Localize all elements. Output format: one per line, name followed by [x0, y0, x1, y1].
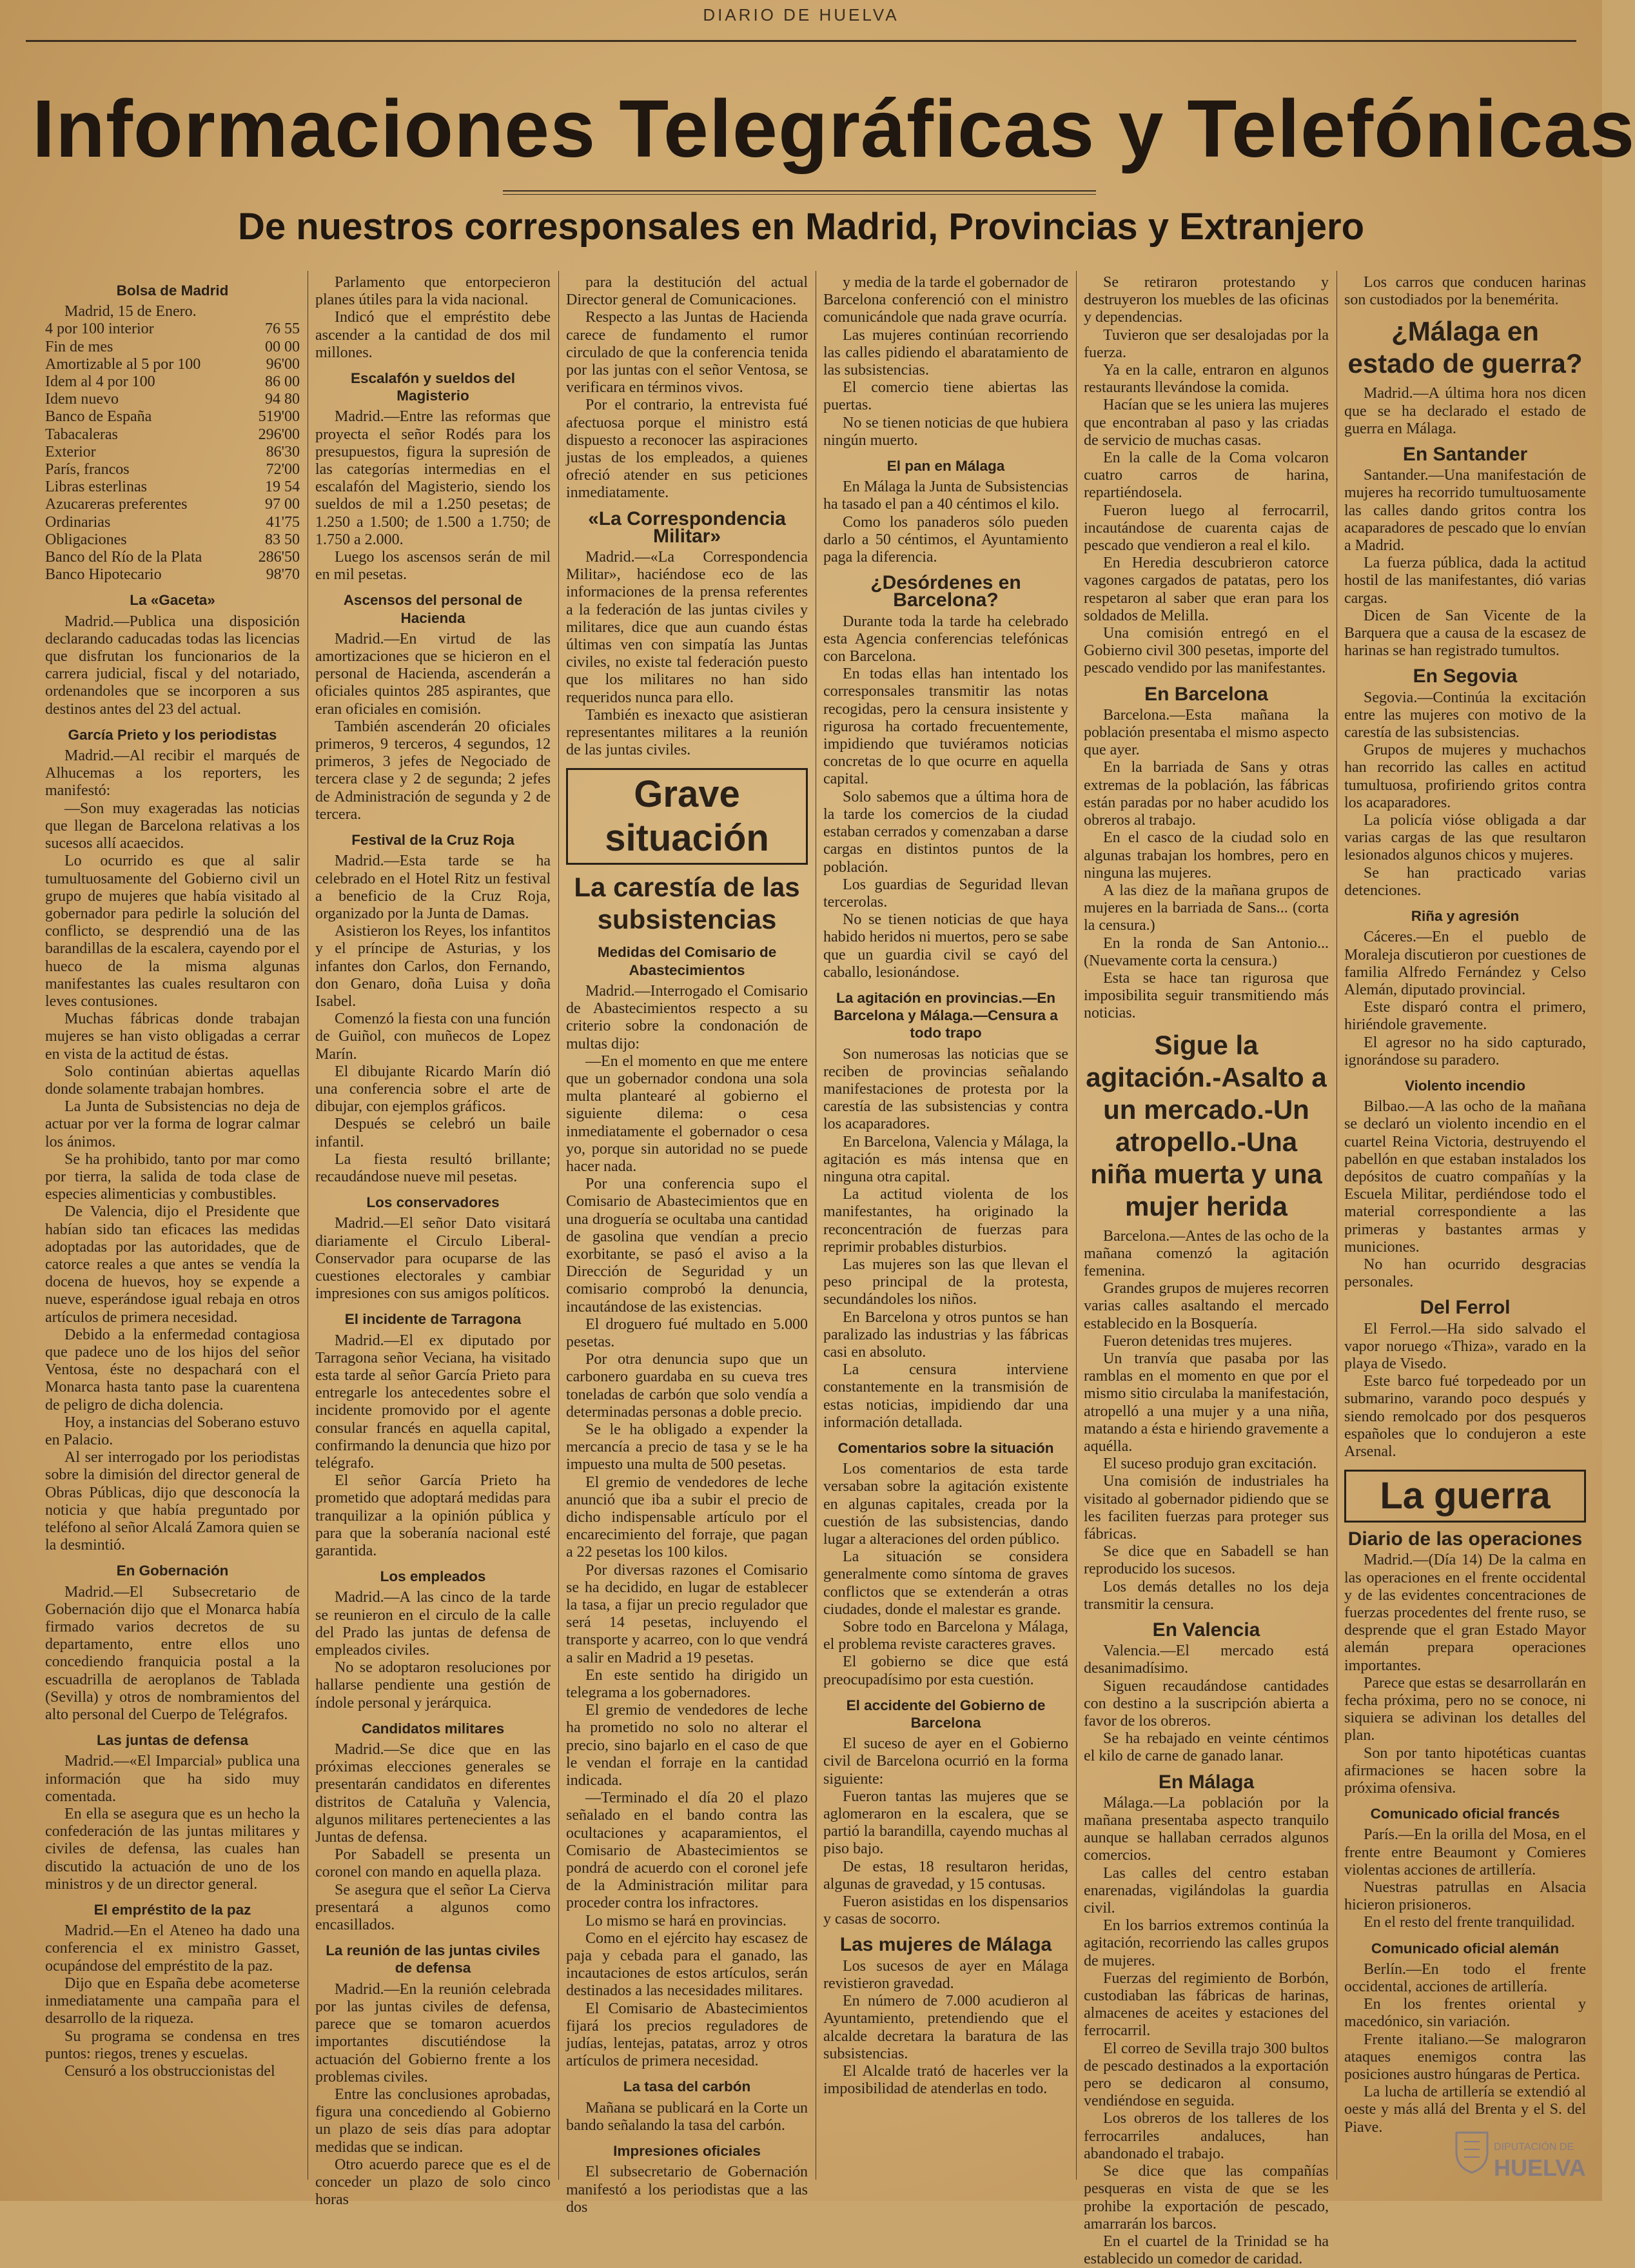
article-paragraph: París.—En la orilla del Mosa, en el frente entre Beaumont y Comieres violentas acciones de artillería. — [1344, 1826, 1586, 1878]
section-heading: La carestía de las subsistencias — [574, 872, 800, 935]
section-heading: ¿Desórdenes en Barcelona? — [870, 572, 1021, 611]
article-paragraph: La fiesta resultó brillante; recaudándose nueve mil pesetas. — [315, 1150, 551, 1185]
section-heading: Impresiones oficiales — [613, 2143, 761, 2160]
article-paragraph: Los guardias de Seguridad llevan tercerolas. — [823, 876, 1068, 911]
article-paragraph: La censura interviene constantemente en la transmisión de estas noticias, impidiendo dar una información detallada. — [823, 1361, 1068, 1431]
article-paragraph: Fueron tantas las mujeres que se aglomeraron en la escalera, que se partió la barandilla, cayendo muchas al piso bajo. — [823, 1788, 1068, 1858]
article-paragraph: En la ronda de San Antonio... (Nuevamente corta la censura.) — [1084, 934, 1329, 969]
article-paragraph: Santander.—Una manifestación de mujeres ha recorrido tumultuosamente las calles dando gritos contra los acaparadores de pescado que lo envían a Madrid. — [1344, 467, 1586, 555]
article-paragraph: No se tienen noticias de que haya habido heridos ni muertos, pero se sabe que un guardia civil se cayó del caballo, lesionándose. — [823, 911, 1068, 981]
article-paragraph: Málaga.—La población por la mañana presentaba aspecto tranquilo aunque se hallaban cerrados algunos comercios. — [1084, 1794, 1329, 1864]
article-paragraph: Madrid.—Al recibir el marqués de Alhucemas a los reporters, les manifestó: — [45, 747, 300, 800]
article-paragraph: También es inexacto que asistieran representantes militares a la reunión de las juntas civiles. — [566, 706, 808, 759]
bolsa-label: Banco de España — [45, 408, 152, 426]
article-paragraph: El comercio tiene abiertas las puertas. — [823, 379, 1068, 414]
article-paragraph: En el casco de la ciudad solo en algunas trabajan los hombres, pero en ninguna las mujeres. — [1084, 829, 1329, 882]
article-paragraph: Entre las conclusiones aprobadas, figura una concediendo al Gobierno un plazo de seis días para adoptar medidas que se indican. — [315, 2086, 551, 2156]
ornament-rule — [503, 190, 1096, 192]
bolsa-row — [45, 444, 300, 461]
article-paragraph: Ya en la calle, entraron en algunos restaurants llevándose la comida. — [1084, 362, 1329, 397]
article-paragraph: El suceso de ayer en el Gobierno civil de Barcelona ocurrió en la forma siguiente: — [823, 1735, 1068, 1788]
column-divider — [1336, 271, 1337, 2180]
bolsa-row — [45, 320, 300, 338]
section-heading: Festival de la Cruz Roja — [351, 832, 514, 849]
bolsa-value: 86 00 — [265, 373, 300, 391]
bolsa-label: Libras esterlinas — [45, 478, 147, 496]
section-heading: La agitación en provincias.—En Barcelona y Málaga.—Censura a todo trapo — [834, 989, 1058, 1041]
article-paragraph: Hacían que se les uniera las mujeres que encontraban al paso y las criadas de servicio de muchas casas. — [1084, 397, 1329, 449]
article-paragraph: Fuerzas del regimiento de Borbón, custodiaban las fábricas de harinas, almacenes de aceites y estaciones del ferrocarril. — [1084, 1969, 1329, 2040]
section-heading: Violento incendio — [1404, 1077, 1526, 1094]
article-paragraph: La actitud violenta de los manifestantes, ha originado la reconcentración de fuerzas para reprimir probables disturbios. — [823, 1186, 1068, 1256]
bolsa-value: 286'50 — [258, 549, 300, 566]
article-paragraph: Respecto a las Juntas de Hacienda carece de fundamento el rumor circulado de que la conferencia tenida por las juntas con el señor Ventosa, se verificara en términos vivos. — [566, 309, 808, 397]
column-6 — [1344, 274, 1586, 2170]
article-paragraph: El suceso produjo gran excitación. — [1103, 1455, 1317, 1473]
bolsa-value: 94 80 — [265, 391, 300, 408]
bolsa-label: Exterior — [45, 443, 96, 460]
article-paragraph: Grandes grupos de mujeres recorren varias calles asaltando el mercado establecido en la Bosquería. — [1084, 1280, 1329, 1332]
article-paragraph: Mañana se publicará en la Corte un bando señalando la tasa del carbón. — [566, 2099, 808, 2134]
article-paragraph: Su programa se condensa en tres puntos: riegos, trenes y escuelas. — [45, 2027, 300, 2062]
article-paragraph: El Alcalde trató de hacerles ver la imposibilidad de atenderlas en todo. — [823, 2062, 1068, 2098]
article-paragraph: Después se celebró un baile infantil. — [315, 1116, 551, 1150]
article-paragraph: Nuestras patrullas en Alsacia hicieron prisioneros. — [1344, 1879, 1586, 1914]
bolsa-label: Azucareras preferentes — [45, 496, 188, 513]
article-paragraph: Censuró a los obstruccionistas del — [64, 2062, 275, 2080]
article-paragraph: El droguero fué multado en 5.000 pesetas. — [566, 1316, 808, 1350]
bolsa-row — [45, 549, 300, 566]
article-paragraph: Fueron detenidas tres mujeres. — [1103, 1332, 1293, 1350]
article-paragraph: No se tienen noticias de que hubiera ningún muerto. — [823, 414, 1068, 449]
article-paragraph: No se adoptaron resoluciones por hallarse pendiente una gestión de índole personal y jerárquica. — [315, 1659, 551, 1711]
article-paragraph: El gremio de vendedores de leche ha prometido no solo no alterar el precio, sino bajarlo en el caso de que le vendan el forraje en la cantidad indicada. — [566, 1702, 808, 1790]
page-subtitle: De nuestros corresponsales en Madrid, Provincias y Extranjero — [237, 206, 1365, 248]
article-paragraph: Se dice que las compañías pesqueras en vista de que se les prohibe la exportación de pescado, amarrarán los barcos. — [1084, 2163, 1329, 2233]
article-paragraph: Esta se hace tan rigurosa que imposibilita seguir transmitiendo más noticias. — [1084, 969, 1329, 1022]
article-paragraph: Otro acuerdo parece que es el de conceder un plazo de solo cinco horas — [315, 2156, 551, 2209]
article-paragraph: La situación se considera generalmente como síntoma de graves conflictos que se extenderán a otras ciudades, donde el malestar es grande. — [823, 1548, 1068, 1618]
article-paragraph: Barcelona.—Esta mañana la población presentaba el mismo aspecto que ayer. — [1084, 706, 1329, 759]
article-paragraph: para la destitución del actual Director general de Comunicaciones. — [566, 274, 808, 309]
bolsa-label: Banco Hipotecario — [45, 566, 162, 584]
section-heading: Escalafón y sueldos del Magisterio — [350, 370, 516, 404]
article-paragraph: Los sucesos de ayer en Málaga revistieron gravedad. — [823, 1957, 1068, 1992]
article-paragraph: Los comentarios de esta tarde versaban sobre la agitación existente en algunas capitales, creada por la cuestión de las subsistencias, dando lugar a alteraciones del orden público. — [823, 1461, 1068, 1548]
article-paragraph: Durante toda la tarde ha celebrado esta Agencia conferencias telefónicas con Barcelona. — [823, 613, 1068, 666]
article-paragraph: Madrid.—Se dice que en las próximas elecciones generales se presentarán candidatos en diferentes distritos de Cataluña y Valencia, algunos militares pertenecientes a las Juntas de defensa. — [315, 1741, 551, 1846]
article-paragraph: La policía vióse obligada a dar varias cargas de las que resultaron lesionados algunos chicos y mujeres. — [1344, 812, 1586, 864]
article-paragraph: En la calle de la Coma volcaron cuatro carros de harina, repartiéndosela. — [1084, 449, 1329, 502]
article-paragraph: También ascenderán 20 oficiales primeros, 9 terceros, 4 segundos, 12 primeros, 3 jefes de Negociado de tercera clase y 2 de segunda; 2 jefes de Administración de segunda y 2 de tercera. — [315, 718, 551, 823]
article-paragraph: Los demás detalles no los deja transmitir la censura. — [1084, 1578, 1329, 1613]
article-paragraph: Por una conferencia supo el Comisario de Abastecimientos que en una droguería se ocultaba una cantidad de gasolina que vendían a precio exorbitante, se pasó el aviso a la Dirección de Seguridad y un comisario comprobó la denuncia, incautándose de las existencias. — [566, 1176, 808, 1316]
article-paragraph: El agresor no ha sido capturado, ignorándose su paradero. — [1344, 1034, 1586, 1069]
column-divider — [1076, 271, 1077, 2180]
article-paragraph: Una comisión entregó en el Gobierno civil 300 pesetas, importe del pescado vendido por las manifestantes. — [1084, 625, 1329, 677]
running-header: DIARIO DE HUELVA — [703, 5, 899, 25]
section-heading: Bolsa de Madrid — [116, 282, 229, 299]
section-heading: Diario de las operaciones — [1347, 1528, 1583, 1550]
section-heading: El incidente de Tarragona — [344, 1311, 522, 1328]
bolsa-value: 296'00 — [258, 426, 300, 443]
bolsa-value: 83 50 — [265, 531, 300, 548]
section-heading: Las mujeres de Málaga — [839, 1934, 1052, 1956]
bolsa-label: Ordinarias — [45, 513, 111, 531]
article-paragraph: El gobierno se dice que está preocupadísimo por esta cuestión. — [823, 1653, 1068, 1688]
section-heading: Comunicado oficial francés — [1370, 1806, 1560, 1822]
article-paragraph: Las calles del centro estaban enarenadas, vigilándolas la guardia civil. — [1084, 1864, 1329, 1917]
article-paragraph: Madrid.—«La Correspondencia Militar», haciéndose eco de las informaciones de la prensa referentes a la federación de las juntas civiles y militares, dice que aun cuando éstas últimas ven con simpatía las Juntas civiles, no existe tal federación puesto que los militares no han sido requeridos nunca para ello. — [566, 549, 808, 706]
section-heading: Comunicado oficial alemán — [1371, 1940, 1560, 1957]
article-paragraph: El Comisario de Abastecimientos fijará los precios reguladores de judías, lentejas, patatas, arroz y otros artículos de primera necesidad. — [566, 2000, 808, 2070]
section-heading: Grave situación — [566, 768, 808, 865]
article-paragraph: Madrid.—En virtud de las amortizaciones que se hicieron en el personal de Hacienda, ascenderán a oficiales quintos 285 aspirantes, que eran oficiales en comisión. — [315, 630, 551, 718]
article-paragraph: Hoy, a instancias del Soberano estuvo en Palacio. — [45, 1414, 300, 1448]
article-paragraph: El subsecretario de Gobernación manifestó a los periodistas que a las dos — [566, 2164, 808, 2216]
section-heading: Del Ferrol — [1420, 1297, 1511, 1319]
article-paragraph: La fuerza pública, dada la actitud hostil de las manifestantes, dió varias cargas. — [1344, 555, 1586, 607]
section-heading: Riña y agresión — [1411, 908, 1520, 925]
article-paragraph: Madrid.—Entre las reformas que proyecta el señor Rodés para los presupuestos, figura la supresión de las categorías intermedias en el escalafón del Magisterio, siendo los sueldos de mil a 1.250 pesetas; de 1.250 a 1.500; de 1.500 a 1.750; de 1.750 a 2.000. — [315, 408, 551, 548]
article-paragraph: Comenzó la fiesta con una función de Guiñol, con muñecos de Lopez Marín. — [315, 1011, 551, 1063]
section-heading: García Prieto y los periodistas — [68, 726, 277, 743]
section-heading: La reunión de las juntas civiles de defensa — [326, 1942, 540, 1977]
bolsa-value: 19 54 — [265, 478, 300, 496]
article-paragraph: Este barco fué torpedeado por un submarino, varando poco después y siendo remolcado por dos pesqueros españoles que lo condujeron a este Arsenal. — [1344, 1373, 1586, 1460]
article-paragraph: Cáceres.—En el pueblo de Moraleja discutieron por cuestiones de familia Alfredo Fernández y Celso Alemán, diputado provincial. — [1344, 929, 1586, 998]
bolsa-row — [45, 496, 300, 513]
article-paragraph: Por diversas razones el Comisario se ha decidido, en lugar de establecer la tasa, a fijar un precio regulador que será 14 pesetas, incluyendo el transporte y acarreo, con lo que vendrá a salir en Madrid a 19 pesetas. — [566, 1561, 808, 1666]
article-paragraph: Debido a la enfermedad contagiosa que padece uno de los hijos del señor Ventosa, éste no despachará con el Monarca hasta tanto pase la cuarentena de peligro de dicha dolencia. — [45, 1326, 300, 1414]
article-paragraph: Se asegura que el señor La Cierva presentará a algunos como encasillados. — [315, 1881, 551, 1934]
article-paragraph: Por Sabadell se presenta un coronel con mando en aquella plaza. — [315, 1846, 551, 1881]
article-paragraph: Dicen de San Vicente de la Barquera que a causa de la escasez de harinas se han registrado tumultos. — [1344, 607, 1586, 660]
article-paragraph: Tuvieron que ser desalojadas por la fuerza. — [1084, 326, 1329, 361]
bolsa-label: Tabacaleras — [45, 426, 118, 443]
article-paragraph: Como los panaderos sólo pueden darlo a 50 céntimos, el Ayuntamiento paga la diferencia. — [823, 513, 1068, 566]
bolsa-value: 98'70 — [266, 566, 300, 584]
bolsa-value: 86'30 — [266, 443, 300, 460]
top-rule — [26, 40, 1576, 42]
article-paragraph: En Barcelona, Valencia y Málaga, la agitación es más intensa que en ninguna otra capital. — [823, 1133, 1068, 1185]
article-paragraph: Lo mismo se hará en provincias. — [585, 1912, 787, 1929]
article-paragraph: Segovia.—Continúa la excitación entre las mujeres con motivo de la carestía de las subsistencias. — [1344, 689, 1586, 742]
article-paragraph: Se ha prohibido, tanto por mar como por tierra, la salida de toda clase de especies alimenticias y combustibles. — [45, 1150, 300, 1203]
article-paragraph: Indicó que el empréstito debe ascender a la cantidad de dos mil millones. — [315, 309, 551, 361]
article-paragraph: Una comisión de industriales ha visitado al gobernador pidiendo que se les faciliten fuerzas para proteger sus fábricas. — [1084, 1473, 1329, 1543]
bolsa-row — [45, 461, 300, 478]
article-paragraph: El dibujante Ricardo Marín dió una conferencia sobre el arte de dibujar, con ejemplos gráficos. — [315, 1063, 551, 1116]
article-paragraph: En el resto del frente tranquilidad. — [1364, 1914, 1575, 1931]
article-paragraph: Madrid.—En la reunión celebrada por las juntas civiles de defensa, parece que se tomaron acuerdos importantes discutiéndose la actuación del Gobierno frente a los problemas civiles. — [315, 1980, 551, 2086]
bolsa-row — [45, 514, 300, 531]
article-paragraph: Se ha rebajado en veinte céntimos el kilo de carne de ganado lanar. — [1084, 1730, 1329, 1765]
article-paragraph: Berlín.—En todo el frente occidental, acciones de artillería. — [1344, 1960, 1586, 1996]
section-heading: Sigue la agitación.-Asalto a un mercado.-Un atropello.-Una niña muerta y una mujer herida — [1086, 1029, 1327, 1221]
bolsa-label: 4 por 100 interior — [45, 320, 154, 338]
article-paragraph: Dijo que en España debe acometerse inmediatamente una campaña para el desarrollo de la riqueza. — [45, 1975, 300, 2027]
section-heading: Ascensos del personal de Hacienda — [343, 592, 523, 626]
article-paragraph: Los obreros de los talleres de los ferrocarriles andaluces, han abandonado el trabajo. — [1084, 2110, 1329, 2162]
article-paragraph: Como en el ejército hay escasez de paja y cebada para el ganado, las incautaciones de estos artículos, serán destinados a las necesidades militares. — [566, 1929, 808, 2000]
article-paragraph: Los carros que conducen harinas son custodiados por la benemérita. — [1344, 274, 1586, 309]
section-heading: Los conservadores — [366, 1194, 500, 1211]
article-paragraph: Luego los ascensos serán de mil en mil pesetas. — [315, 549, 551, 584]
column-1 — [45, 274, 300, 2170]
article-paragraph: En número de 7.000 acudieron al Ayuntamiento, pretendiendo que el alcalde decretara la baratura de las subsistencias. — [823, 1993, 1068, 2062]
section-heading: La guerra — [1344, 1470, 1586, 1523]
article-paragraph: Parlamento que entorpecieron planes útiles para la vida nacional. — [315, 274, 551, 309]
section-heading: En Valencia — [1152, 1619, 1260, 1641]
logo-line-1: DIPUTACIÓN DE — [1494, 2142, 1574, 2153]
section-heading: Medidas del Comisario de Abastecimientos — [597, 944, 777, 978]
article-paragraph: En todas ellas han intentado los corresponsales transmitir las notas recogidas, pero la censura insistente y rigurosa ha cortado frecuentemente, impidiendo que tuviéramos noticias concretas de lo que ocurre en aquella capital. — [823, 666, 1068, 788]
article-paragraph: Un tranvía que pasaba por las ramblas en el momento en que por el mismo sitio circulaba la manifestación, atropelló a una mujer y a una niña, matando a ésta e hiriendo gravemente a aquélla. — [1084, 1350, 1329, 1455]
bolsa-label: Banco del Río de la Plata — [45, 549, 202, 566]
article-paragraph: En Málaga la Junta de Subsistencias ha tasado el pan a 40 céntimos el kilo. — [823, 478, 1068, 513]
article-paragraph: Se han practicado varias detenciones. — [1344, 864, 1586, 899]
section-heading: Las juntas de defensa — [96, 1732, 249, 1749]
article-paragraph: Fueron luego al ferrocarril, incautándose de cuarenta cajas de pescado que vendieron a real el kilo. — [1084, 502, 1329, 555]
bolsa-value: 41'75 — [266, 513, 300, 531]
article-paragraph: En ella se asegura que es un hecho la confederación de las juntas militares y civiles de defensa, las cuales han discutido la actuación de uno de los ministros y de un director general. — [45, 1806, 300, 1893]
article-paragraph: A las diez de la mañana grupos de mujeres en la barriada de Sans... (corta la censura.) — [1084, 882, 1329, 934]
bolsa-label: Fin de mes — [45, 338, 113, 355]
article-paragraph: Las mujeres son las que llevan el peso principal de la protesta, secundándoles los niños. — [823, 1256, 1068, 1308]
bolsa-value: 96'00 — [266, 355, 300, 373]
bolsa-row — [45, 531, 300, 549]
article-paragraph: Madrid, 15 de Enero. — [64, 303, 197, 320]
bolsa-value: 519'00 — [258, 408, 300, 426]
bolsa-label: Amortizable al 5 por 100 — [45, 355, 201, 373]
article-paragraph: Son por tanto hipotéticas cuantas afirmaciones se hacen sobre la próxima ofensiva. — [1344, 1744, 1586, 1797]
article-paragraph: Valencia.—El mercado está desanimadísimo. — [1084, 1642, 1329, 1677]
bolsa-row — [45, 408, 300, 426]
column-divider — [558, 271, 559, 2180]
bolsa-value: 72'00 — [266, 461, 300, 478]
article-paragraph: En este sentido ha dirigido un telegrama a los gobernadores. — [566, 1666, 808, 1702]
article-paragraph: En los frentes oriental y macedónico, sin variación. — [1344, 1996, 1586, 2031]
article-paragraph: Muchas fábricas donde trabajan mujeres se han visto obligadas a cerrar en vista de la actitud de éstas. — [45, 1011, 300, 1063]
article-paragraph: Por otra denuncia supo que un carbonero guardaba en su cueva tres toneladas de carbón que solo vendía a determinadas personas a doble precio. — [566, 1351, 808, 1421]
article-paragraph: y media de la tarde el gobernador de Barcelona conferenció con el ministro comunicándole que nada grave ocurría. — [823, 274, 1068, 326]
article-paragraph: —Terminado el día 20 el plazo señalado en el bando contra las ocultaciones y acaparamientos, el Comisario de Abastecimientos se pondrá de acuerdo con el coronel jefe de la Administración militar para proceder contra los infractores. — [566, 1790, 808, 1912]
article-paragraph: De estas, 18 resultaron heridas, algunas de gravedad, y 15 contusas. — [823, 1858, 1068, 1893]
bolsa-value: 76 55 — [265, 320, 300, 338]
page-title: Informaciones Telegráficas y Telefónicas — [32, 83, 1635, 174]
article-paragraph: Frente italiano.—Se malograron ataques enemigos contra las posiciones austro húngaras de Pertica. — [1344, 2031, 1586, 2084]
section-heading: El empréstito de la paz — [93, 1902, 251, 1918]
article-paragraph: Madrid.—Publica una disposición declarando caducadas todas las licencias que disfrutan los funcionarios de la carrera judicial, fiscal y del notariado, ordenandoles que se incorporen a sus destinos antes del 23 del actual. — [45, 613, 300, 718]
article-paragraph: Se le ha obligado a expender la mercancía a precio de tasa y se le ha impuesto una multa de 500 pesetas. — [566, 1421, 808, 1474]
article-paragraph: En el cuartel de la Trinidad se ha establecido un comedor de caridad. — [1084, 2233, 1329, 2268]
article-paragraph: La lucha de artillería se extendió al oeste y más allá del Brenta y el S. del Piave. — [1344, 2084, 1586, 2136]
section-heading: La «Gaceta» — [130, 592, 215, 609]
article-paragraph: El correo de Sevilla trajo 300 bultos de pescado destinados a la exportación pero se dedicaron al consumo, vendiéndose en seguida. — [1084, 2040, 1329, 2110]
article-paragraph: Grupos de mujeres y muchachos han recorrido las calles en actitud tumultuosa, profiriendo gritos contra los acaparadores. — [1344, 742, 1586, 811]
archive-watermark-logo — [1454, 2129, 1586, 2187]
bolsa-row — [45, 373, 300, 391]
article-paragraph: Por el contrario, la entrevista fué afectuosa porque el ministro está dispuesto a reconocer las aspiraciones justas de los empleados, a quienes ofreció atender en sus peticiones inmediatamente. — [566, 397, 808, 502]
column-2 — [315, 274, 551, 2209]
article-paragraph: Madrid.—En el Ateneo ha dado una conferencia el ex ministro Gasset, ocupándose del empréstito de la paz. — [45, 1922, 300, 1975]
article-paragraph: Son numerosas las noticias que se reciben de provincias señalando manifestaciones de protesta por la carestía de las subsistencias y contra los acaparadores. — [823, 1045, 1068, 1133]
section-heading: El accidente del Gobierno de Barcelona — [846, 1697, 1046, 1731]
section-heading: ¿Málaga en estado de guerra? — [1347, 316, 1583, 379]
logo-line-2: HUELVA — [1494, 2155, 1586, 2181]
section-heading: Comentarios sobre la situación — [837, 1440, 1054, 1456]
article-paragraph: Se retiraron protestando y destruyeron los muebles de las oficinas y dependencias. — [1084, 274, 1329, 326]
article-paragraph: Este disparó contra el primero, hiriéndole gravemente. — [1344, 999, 1586, 1034]
article-paragraph: Madrid.—El Subsecretario de Gobernación dijo que el Monarca había firmado varios decretos de su departamento, entre ellos uno concediendo franquicia postal a la escuadrilla de aeroplanos de Tablada (Sevilla) y otros de nombramientos del alto personal del Cuerpo de Telégrafos. — [45, 1583, 300, 1724]
article-paragraph: Madrid.—A las cinco de la tarde se reunieron en el circulo de la calle del Prado las juntas de defensa de empleados civiles. — [315, 1589, 551, 1659]
bolsa-label: Idem nuevo — [45, 391, 119, 408]
bolsa-row — [45, 426, 300, 444]
article-paragraph: Solo continúan abiertas aquellas donde solamente trabajan hombres. — [45, 1063, 300, 1098]
article-paragraph: Fueron asistidas en los dispensarios y casas de socorro. — [823, 1893, 1068, 1928]
bolsa-row — [45, 391, 300, 408]
bolsa-row — [45, 566, 300, 584]
article-paragraph: El gremio de vendedores de leche anunció que iba a subir el precio de dicho indispensable artículo por el encarecimiento del forraje, que pagan a 22 pesetas los 100 kilos. — [566, 1474, 808, 1561]
bolsa-row — [45, 478, 300, 496]
section-heading: «La Correspondencia Militar» — [588, 508, 786, 547]
column-4 — [823, 274, 1068, 2170]
section-heading: En Santander — [1402, 444, 1528, 466]
article-paragraph: Madrid.—(Día 14) De la calma en las operaciones en el frente occidental y de las evidentes concentraciones de fuerzas procedentes del frente ruso, se desprende que el gran Estado Mayor alemán prepara operaciones importantes. — [1344, 1552, 1586, 1674]
section-heading: En Málaga — [1158, 1771, 1255, 1793]
article-paragraph: —En el momento en que me entere que un gobernador condona una sola multa plantearé al gobierno el siguiente dilema: o cesa inmediatamente el gobernador o cesa yo, porque sin autoridad no se puede hacer nada. — [566, 1052, 808, 1175]
article-paragraph: —Son muy exageradas las noticias que llegan de Barcelona relativas a los sucesos allí acaecidos. — [45, 800, 300, 853]
article-paragraph: Asistieron los Reyes, los infantitos y el príncipe de Asturias, y los infantes don Carlos, don Fernando, don Genaro, doña Luisa y doña Isabel. — [315, 923, 551, 1010]
section-heading: Los empleados — [380, 1568, 486, 1585]
article-paragraph: En Heredia descubrieron catorce vagones cargados de patatas, pero los respetaron al saber que eran para los soldados de Melilla. — [1084, 555, 1329, 624]
bolsa-label: Idem al 4 por 100 — [45, 373, 155, 391]
bolsa-label: París, francos — [45, 461, 130, 478]
bolsa-value: 00 00 — [265, 338, 300, 355]
article-paragraph: Sobre todo en Barcelona y Málaga, el problema reviste caracteres graves. — [823, 1619, 1068, 1653]
column-5 — [1084, 274, 1329, 2268]
article-paragraph: Se dice que en Sabadell se han reproducido los sucesos. — [1084, 1543, 1329, 1578]
section-heading: En Segovia — [1413, 666, 1518, 687]
bolsa-label: Obligaciones — [45, 531, 127, 548]
section-heading: En Gobernación — [116, 1563, 229, 1579]
article-paragraph: En los barrios extremos continúa la agitación, recorriendo las calles grupos de mujeres. — [1084, 1917, 1329, 1969]
article-paragraph: En la barriada de Sans y otras extremas de la población, las fábricas están paradas por no haber acudido los obreros al trabajo. — [1084, 759, 1329, 829]
article-paragraph: De Valencia, dijo el Presidente que habían sido tan eficaces las medidas adoptadas por las autoridades, que de catorce reales a que antes se vendía la docena de huevos, hoy se expende a nueve, esperándose igual rebaja en otros artículos de primera necesidad. — [45, 1203, 300, 1326]
article-paragraph: Madrid.—«El Imparcial» publica una información que ha sido muy comentada. — [45, 1753, 300, 1805]
bolsa-row — [45, 339, 300, 356]
article-paragraph: Madrid.—Esta tarde se ha celebrado en el Hotel Ritz un festival a beneficio de la Cruz Roja, organizado por la Junta de Damas. — [315, 853, 551, 922]
section-heading: El pan en Málaga — [886, 458, 1005, 475]
ornament-rule-thin — [503, 194, 1096, 195]
article-paragraph: Madrid.—Interrogado el Comisario de Abastecimientos respecto a su criterio sobre la condonación de multas dijo: — [566, 982, 808, 1052]
article-paragraph: Siguen recaudándose cantidades con destino a la suscripción abierta a favor de los obreros. — [1084, 1677, 1329, 1730]
section-heading: La tasa del carbón — [623, 2078, 751, 2095]
column-3 — [566, 274, 808, 2216]
article-paragraph: Barcelona.—Antes de las ocho de la mañana comenzó la agitación femenina. — [1084, 1227, 1329, 1279]
article-paragraph: El señor García Prieto ha prometido que adoptará medidas para tranquilizar a la opinión pública y para que la soberanía nacional esté garantida. — [315, 1472, 551, 1560]
article-paragraph: Madrid.—El señor Dato visitará diariamente el Circulo Liberal-Conservador para ocuparse de las cuestiones electorales y cambiar impresiones con sus amigos políticos. — [315, 1215, 551, 1303]
article-paragraph: Madrid.—El ex diputado por Tarragona señor Veciana, ha visitado esta tarde al señor García Prieto para entregarle los antecedentes sobre el incidente promovido por el agente consular francés en aquella capital, confirmando la denuncia que hizo por telégrafo. — [315, 1332, 551, 1472]
article-paragraph: Al ser interrogado por los periodistas sobre la dimisión del director general de Obras Públicas, dijo que desconocía la noticia y que había preguntado por teléfono al señor Alcalá Zamora quien se la desmintió. — [45, 1449, 300, 1554]
article-paragraph: El Ferrol.—Ha sido salvado el vapor noruego «Thiza», varado en la playa de Visedo. — [1344, 1320, 1586, 1372]
article-paragraph: En Barcelona y otros puntos se han paralizado las industrias y las fábricas casi en absoluto. — [823, 1308, 1068, 1361]
bolsa-value: 97 00 — [265, 496, 300, 513]
crest-icon — [1454, 2129, 1490, 2174]
article-paragraph: Bilbao.—A las ocho de la mañana se declaró un violento incendio en el cuartel Reina Victoria, destruyendo el pabellón en que estaban instalados los depósitos de cuatro compañías y la Escuela Militar, perdiéndose todo el material correspondiente a las primeras y bastantes armas y municiones. — [1344, 1098, 1586, 1256]
article-paragraph: La Junta de Subsistencias no deja de actuar por ver la forma de lograr calmar los ánimos. — [45, 1098, 300, 1150]
article-paragraph: Solo sabemos que a última hora de la tarde los comercios de la ciudad estaban cerrados y comenzaban a darse cargas en distintos puntos de la población. — [823, 788, 1068, 876]
article-paragraph: Parece que estas se desarrollarán en fecha próxima, pero no se conoce, ni siquiera se adivinan los detalles del plan. — [1344, 1674, 1586, 1744]
article-paragraph: Las mujeres continúan recorriendo las calles pidiendo el abaratamiento de las subsistencias. — [823, 326, 1068, 379]
section-heading: Candidatos militares — [361, 1720, 505, 1737]
article-paragraph: Lo ocurrido es que al salir tumultuosamente del Gobierno civil un grupo de mujeres que había visitado al gobernador para pedirle la solución del conflicto, se desprendió una de las barandillas de la escalera, cayendo por el hueco de la misma algunas manifestantes las cuales resultaron con leves contusiones. — [45, 853, 300, 1010]
section-heading: En Barcelona — [1144, 683, 1268, 705]
bolsa-row — [45, 356, 300, 373]
article-paragraph: No han ocurrido desgracias personales. — [1344, 1256, 1586, 1291]
article-paragraph: Madrid.—A última hora nos dicen que se ha declarado el estado de guerra en Málaga. — [1344, 385, 1586, 437]
